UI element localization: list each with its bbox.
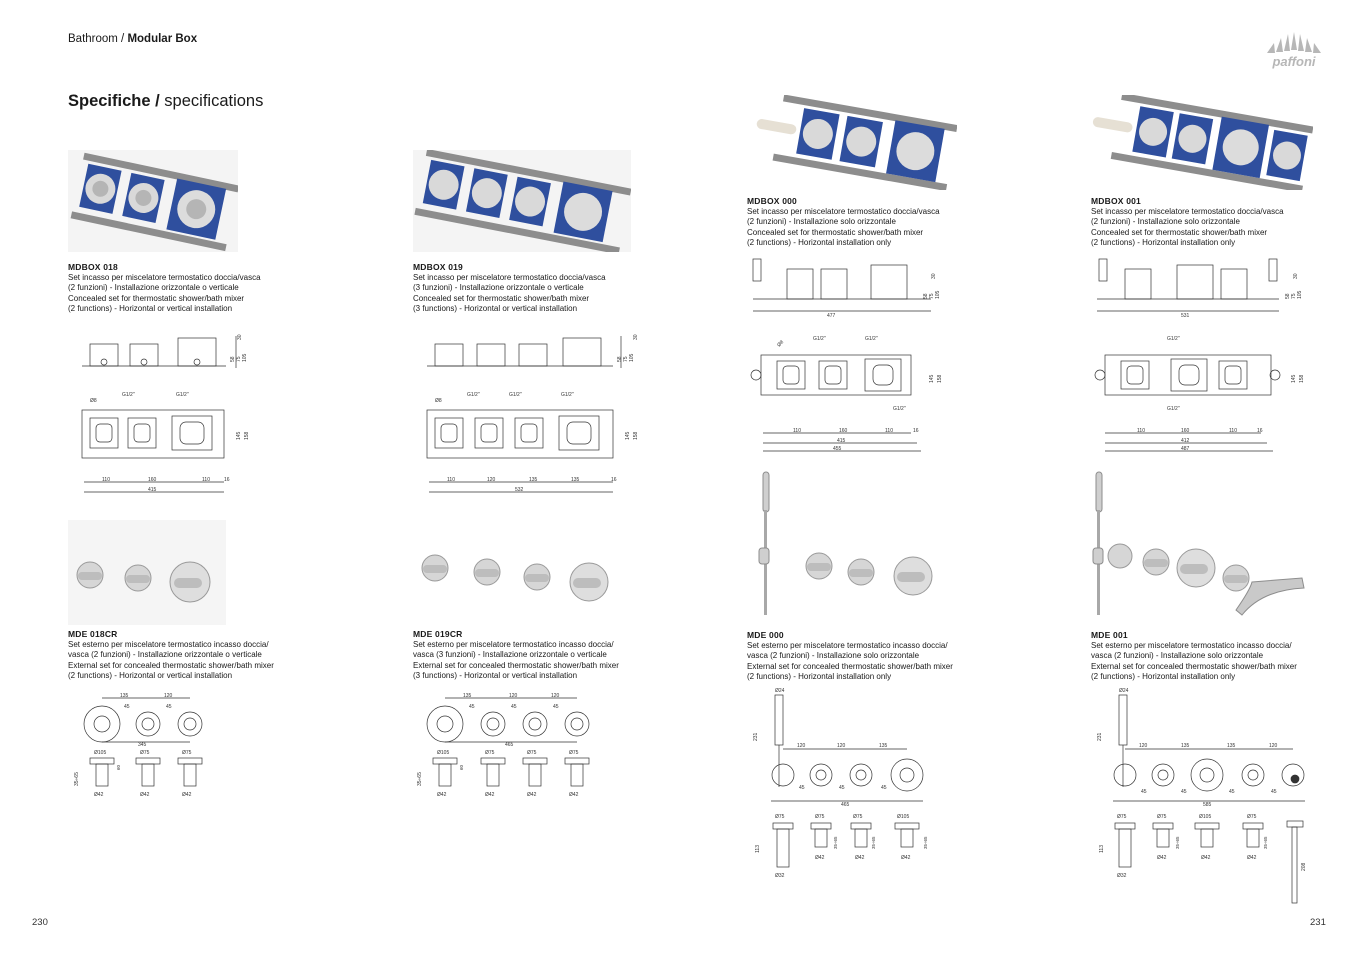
dim-label: Ø105 xyxy=(897,814,910,820)
dim-label: G1/2" xyxy=(561,392,574,398)
product-mdbox-018 xyxy=(68,262,308,314)
dim-label: Ø8 xyxy=(90,398,97,404)
desc-line: Set esterno per miscelatore termostatico incasso doccia/ xyxy=(1091,641,1292,651)
dim-label: 45 xyxy=(166,704,172,710)
dim-label: 145 xyxy=(625,431,631,440)
dim-label: 145 xyxy=(929,374,935,383)
product-mdbox-019 xyxy=(413,262,653,314)
dim-label: 135 xyxy=(529,477,538,483)
dim-label: 105 xyxy=(935,290,941,299)
desc-line: vasca (3 funzioni) - Installazione orizzontale o verticale xyxy=(413,650,607,660)
dim-label: 120 xyxy=(837,743,846,749)
knob xyxy=(170,562,210,602)
dim-label: 158 xyxy=(244,431,250,440)
mde-001-photo xyxy=(1092,470,1312,620)
mdbox-018-drawing xyxy=(68,322,263,494)
product-mde-000 xyxy=(747,630,987,682)
dim-label: 35÷65 xyxy=(1175,836,1180,849)
dim-label: 120 xyxy=(797,743,806,749)
desc-line: Set esterno per miscelatore termostatico incasso doccia/ xyxy=(747,641,948,651)
dim-label: 45 xyxy=(553,704,559,710)
dim-label: 113 xyxy=(755,845,761,853)
dim-label: 531 xyxy=(1181,313,1190,319)
dim-label: 105 xyxy=(242,353,248,362)
product-mde-018cr xyxy=(68,629,308,681)
product-code: MDE 018CR xyxy=(68,629,118,639)
dim-label: 110 xyxy=(793,428,801,434)
dim-label: 160 xyxy=(1181,428,1190,434)
desc-line: (3 funzioni) - Installazione orizzontale o verticale xyxy=(413,283,584,293)
dim-label: Ø42 xyxy=(182,792,192,798)
dim-label: 465 xyxy=(841,802,850,808)
dim-label: Ø42 xyxy=(485,792,495,798)
dim-label: Ø32 xyxy=(1117,873,1127,879)
desc-line: Set esterno per miscelatore termostatico incasso doccia/ xyxy=(413,640,614,650)
dim-label: 45 xyxy=(469,704,475,710)
dim-label: 585 xyxy=(1203,802,1212,808)
dim-label: Ø42 xyxy=(855,855,865,861)
product-mdbox-001 xyxy=(1091,196,1331,248)
mde-019cr-drawing xyxy=(413,690,603,802)
mde-019cr-photo xyxy=(413,540,613,610)
desc-line: vasca (2 funzioni) - Installazione solo orizzontale xyxy=(1091,651,1264,661)
dim-label: 35÷65 xyxy=(1263,836,1268,849)
dim-label: 45 xyxy=(881,785,887,791)
page-title xyxy=(68,92,263,111)
dim-label: 30 xyxy=(237,334,243,340)
desc-line: Set esterno per miscelatore termostatico incasso doccia/ xyxy=(68,640,269,650)
mdbox-019-drawing xyxy=(413,322,648,494)
dim-label: 35÷65 xyxy=(923,836,928,849)
brand-wordmark: paffoni xyxy=(1272,54,1316,69)
title-english: specifications xyxy=(164,92,264,110)
desc-line: Set incasso per miscelatore termostatico doccia/vasca xyxy=(413,273,606,283)
desc-line: (3 functions) - Horizontal or vertical installation xyxy=(413,303,578,313)
mde-018cr-drawing xyxy=(68,690,218,802)
mdbox-001-drawing xyxy=(1091,255,1311,455)
dim-label: G1/2" xyxy=(467,392,480,398)
dim-label: 120 xyxy=(487,477,496,483)
dim-label: Ø42 xyxy=(901,855,911,861)
product-code: MDBOX 019 xyxy=(413,262,463,272)
product-code: MDE 000 xyxy=(747,630,784,640)
dim-label: 208 xyxy=(1301,862,1307,871)
dim-label: 45 xyxy=(1271,789,1277,795)
dim-label: G1/2" xyxy=(509,392,522,398)
dim-label: 477 xyxy=(827,313,836,319)
desc-line: (3 functions) - Horizontal or vertical installation xyxy=(413,670,578,680)
page-number-right: 231 xyxy=(1310,917,1326,928)
dim-label: Ø42 xyxy=(1247,855,1257,861)
dim-label: 135 xyxy=(571,477,580,483)
dim-label: G1/2" xyxy=(176,392,189,398)
dim-label: 45 xyxy=(799,785,805,791)
mdbox-000-drawing xyxy=(747,255,947,455)
dim-label: 58 xyxy=(617,356,623,362)
desc-line: (2 functions) - Horizontal installation only xyxy=(747,671,892,681)
dim-label: 60 xyxy=(459,764,464,770)
dim-label: 35÷65 xyxy=(417,772,423,786)
desc-line: (2 funzioni) - Installazione solo orizzontale xyxy=(1091,217,1240,227)
dim-label: 45 xyxy=(1141,789,1147,795)
dim-label: Ø42 xyxy=(94,792,104,798)
desc-line: vasca (2 funzioni) - Installazione orizzontale o verticale xyxy=(68,650,262,660)
dim-label: 120 xyxy=(1269,743,1278,749)
mdbox-000-photo xyxy=(747,95,957,190)
dim-label: Ø42 xyxy=(140,792,150,798)
desc-line: (2 functions) - Horizontal or vertical installation xyxy=(68,303,233,313)
dim-label: 35÷65 xyxy=(833,836,838,849)
dim-label: 45 xyxy=(511,704,517,710)
dim-label: G1/2" xyxy=(122,392,135,398)
dim-label: Ø75 xyxy=(775,814,785,820)
dim-label: 105 xyxy=(1297,290,1303,299)
product-code: MDE 019CR xyxy=(413,629,463,639)
desc-line: (2 functions) - Horizontal installation only xyxy=(1091,237,1236,247)
dim-label: 110 xyxy=(1229,428,1237,434)
dim-label: 16 xyxy=(913,428,919,434)
dim-label: 160 xyxy=(839,428,848,434)
dim-label: 120 xyxy=(551,693,560,699)
dim-label: 158 xyxy=(937,374,943,383)
dim-label: Ø105 xyxy=(94,750,107,756)
product-mde-001 xyxy=(1091,630,1331,682)
dim-label: Ø32 xyxy=(775,873,785,879)
dim-label: 345 xyxy=(138,742,147,748)
dim-label: 135 xyxy=(463,693,472,699)
desc-line: (2 functions) - Horizontal installation only xyxy=(747,237,892,247)
desc-line: Set incasso per miscelatore termostatico doccia/vasca xyxy=(1091,207,1284,217)
page-number-left: 230 xyxy=(32,917,48,928)
dim-label: 16 xyxy=(224,477,230,483)
dim-label: 45 xyxy=(124,704,130,710)
dim-label: 60 xyxy=(116,764,121,770)
dim-label: 231 xyxy=(1097,732,1103,741)
dim-label: Ø75 xyxy=(182,750,192,756)
dim-label: 135 xyxy=(879,743,888,749)
product-code: MDBOX 000 xyxy=(747,196,797,206)
knob xyxy=(125,565,151,591)
dim-label: G1/2" xyxy=(865,336,878,342)
desc-line: (2 funzioni) - Installazione solo orizzontale xyxy=(747,217,896,227)
title-italian: Specifiche / xyxy=(68,92,160,110)
dim-label: 58 xyxy=(230,356,236,362)
dim-label: 58 xyxy=(923,293,929,299)
dim-label: Ø105 xyxy=(1199,814,1212,820)
dim-label: 110 xyxy=(885,428,893,434)
product-code: MDBOX 001 xyxy=(1091,196,1141,206)
dim-label: 75 xyxy=(236,356,242,362)
dim-label: 45 xyxy=(839,785,845,791)
dim-label: 110 xyxy=(1137,428,1145,434)
mdbox-018-photo xyxy=(68,150,238,252)
mdbox-001-photo xyxy=(1085,95,1313,190)
product-mdbox-000 xyxy=(747,196,987,248)
dim-label: 415 xyxy=(148,487,157,493)
dim-label: Ø42 xyxy=(1201,855,1211,861)
dim-label: Ø75 xyxy=(140,750,150,756)
desc-line: (2 functions) - Horizontal or vertical installation xyxy=(68,670,233,680)
desc-line: External set for concealed thermostatic shower/bath mixer xyxy=(68,660,274,670)
dim-label: Ø8 xyxy=(435,398,442,404)
dim-label: G1/2" xyxy=(1167,336,1180,342)
dim-label: 158 xyxy=(1299,374,1305,383)
dim-label: 75 xyxy=(623,356,629,362)
desc-line: External set for concealed thermostatic shower/bath mixer xyxy=(1091,661,1297,671)
dim-label: 231 xyxy=(753,732,759,741)
dim-label: 120 xyxy=(509,693,518,699)
desc-line: External set for concealed thermostatic shower/bath mixer xyxy=(413,660,619,670)
dim-label: Ø42 xyxy=(815,855,825,861)
dim-label: 75 xyxy=(1291,293,1297,299)
dim-label: 45 xyxy=(1181,789,1187,795)
dim-label: 158 xyxy=(633,431,639,440)
dim-label: Ø42 xyxy=(527,792,537,798)
dim-label: 135 xyxy=(1227,743,1236,749)
paffoni-logo xyxy=(1262,30,1326,72)
dim-label: 45 xyxy=(1229,789,1235,795)
dim-label: G1/2" xyxy=(813,336,826,342)
dim-label: 412 xyxy=(1181,438,1190,444)
dim-label: Ø75 xyxy=(815,814,825,820)
dim-label: Ø75 xyxy=(853,814,863,820)
breadcrumb-section[interactable]: Bathroom / xyxy=(68,33,125,45)
knob xyxy=(77,562,103,588)
desc-line: Concealed set for thermostatic shower/bath mixer xyxy=(747,227,924,237)
desc-line: External set for concealed thermostatic shower/bath mixer xyxy=(747,661,953,671)
dim-label: G1/2" xyxy=(1167,406,1180,412)
desc-line: Concealed set for thermostatic shower/bath mixer xyxy=(413,293,590,303)
desc-line: Concealed set for thermostatic shower/bath mixer xyxy=(1091,227,1268,237)
dim-label: 532 xyxy=(515,487,524,493)
desc-line: Set incasso per miscelatore termostatico doccia/vasca xyxy=(68,273,261,283)
dim-label: 110 xyxy=(102,477,110,483)
dim-label: Ø42 xyxy=(1157,855,1167,861)
dim-label: 30 xyxy=(1293,273,1299,279)
desc-line: Concealed set for thermostatic shower/bath mixer xyxy=(68,293,245,303)
dim-label: 35÷65 xyxy=(74,772,80,786)
desc-line: (2 funzioni) - Installazione orizzontale o verticale xyxy=(68,283,239,293)
desc-line: vasca (2 funzioni) - Installazione solo orizzontale xyxy=(747,651,920,661)
dim-label: G1/2" xyxy=(893,406,906,412)
dim-label: 110 xyxy=(447,477,455,483)
dim-label: Ø75 xyxy=(527,750,537,756)
dim-label: Ø105 xyxy=(437,750,450,756)
dim-label: 415 xyxy=(837,438,846,444)
dim-label: 120 xyxy=(164,693,173,699)
dim-label: 145 xyxy=(236,431,242,440)
dim-label: 465 xyxy=(505,742,514,748)
dim-label: Ø75 xyxy=(1157,814,1167,820)
dim-label: 145 xyxy=(1291,374,1297,383)
product-code: MDE 001 xyxy=(1091,630,1128,640)
dim-label: 120 xyxy=(1139,743,1148,749)
mde-000-drawing xyxy=(747,685,947,881)
product-mde-019cr xyxy=(413,629,653,681)
dim-label: Ø42 xyxy=(437,792,447,798)
dim-label: 75 xyxy=(929,293,935,299)
dim-label: 105 xyxy=(629,353,635,362)
dim-label: 16 xyxy=(611,477,617,483)
breadcrumb-current: Modular Box xyxy=(127,33,198,45)
dim-label: 30 xyxy=(931,273,937,279)
dim-label: Ø75 xyxy=(569,750,579,756)
dim-label: 30 xyxy=(633,334,639,340)
dim-label: 16 xyxy=(1257,428,1263,434)
dim-label: Ø24 xyxy=(775,688,785,694)
breadcrumb xyxy=(68,33,197,45)
dim-label: 113 xyxy=(1099,845,1105,853)
dim-label: Ø75 xyxy=(1117,814,1127,820)
dim-label: Ø75 xyxy=(485,750,495,756)
product-code: MDBOX 018 xyxy=(68,262,118,272)
mde-018cr-photo xyxy=(68,520,226,625)
dim-label: Ø8 xyxy=(776,339,786,349)
dim-label: 135 xyxy=(1181,743,1190,749)
dim-label: 135 xyxy=(120,693,129,699)
dim-label: Ø24 xyxy=(1119,688,1129,694)
dim-label: 160 xyxy=(148,477,157,483)
mde-001-drawing xyxy=(1091,685,1313,907)
dim-label: 35÷65 xyxy=(871,836,876,849)
dim-label: 487 xyxy=(1181,446,1190,452)
dim-label: Ø42 xyxy=(569,792,579,798)
dim-label: Ø75 xyxy=(1247,814,1257,820)
desc-line: (2 functions) - Horizontal installation only xyxy=(1091,671,1236,681)
dim-label: 110 xyxy=(202,477,210,483)
dim-label: 455 xyxy=(833,446,842,452)
dim-label: 58 xyxy=(1285,293,1291,299)
mde-000-photo xyxy=(755,470,945,620)
desc-line: Set incasso per miscelatore termostatico doccia/vasca xyxy=(747,207,940,217)
mdbox-019-photo xyxy=(413,150,631,252)
